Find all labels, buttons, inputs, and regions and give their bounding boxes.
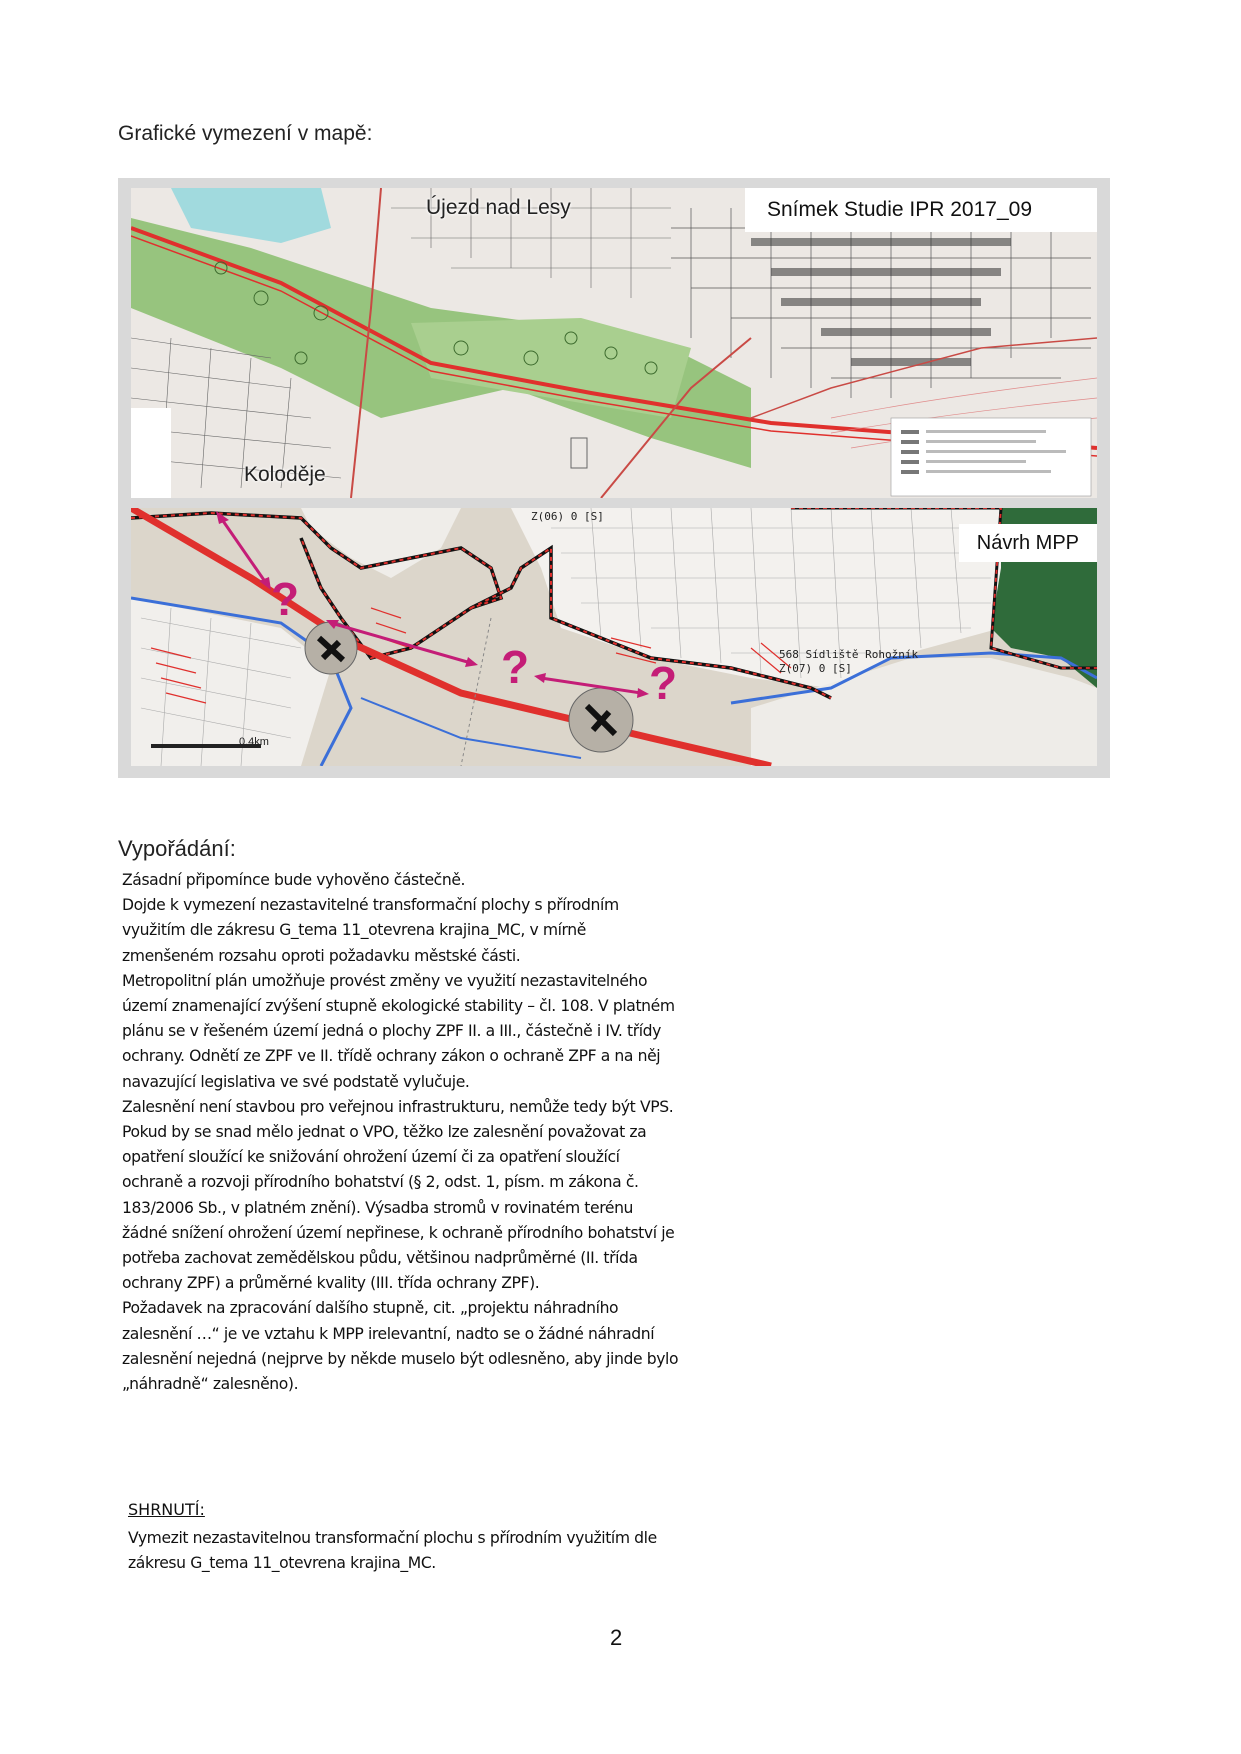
question-mark-3: ? bbox=[649, 657, 678, 709]
paragraph: Metropolitní plán umožňuje provést změny ve využití nezastavitelného území znamenající zvýšení stupně ekologické stability – čl. 108. V platném plánu se v řešeném území jedná o plochy ZPF II. a III., částečně i IV. třídy ochrany. Odnětí ze ZPF ve II. třídě ochrany zákon o ochraně ZPF a na něj navazující legislativa ve své podstatě vylučuje. bbox=[122, 971, 675, 1091]
mpp-proposal-label: Návrh MPP bbox=[959, 524, 1097, 562]
map-scale: 0.4km bbox=[239, 736, 269, 748]
place-name-kolodeje: Koloděje bbox=[244, 463, 326, 486]
paragraph: Zalesnění není stavbou pro veřejnou infrastrukturu, nemůže tedy být VPS. Pokud by se snad mělo jednat o VPO, těžko lze zalesnění považovat za opatření sloužící ke snižování ohrožení území či za opatření sloužící ochraně a rozvoji přírodního bohatství (§ 2, odst. 1, písm. m zákona č. 183/2006 Sb., v platném znění). Výsadba stromů v rovinatém terénu žádné snížení ohrožení území nepřinese, k ochraně přírodního bohatství je potřeba zachovat zemědělskou půdu, většinou nadprůměrné (II. třída ochrany ZPF) a průměrné kvality (III. třída ochrany ZPF). bbox=[122, 1097, 675, 1293]
zone-note-3: Z(07) 0 [S] bbox=[779, 662, 852, 675]
map-figure bbox=[118, 178, 1110, 778]
question-mark-1: ? bbox=[271, 573, 300, 625]
ipr-study-label: Snímek Studie IPR 2017_09 bbox=[745, 188, 1097, 232]
mpp-proposal-map bbox=[131, 508, 1097, 766]
summary-text: Vymezit nezastavitelnou transformační plochu s přírodním využitím dle zákresu G_tema 11_otevrena krajina_MC. bbox=[128, 1529, 657, 1572]
settlement-heading: Vypořádání: bbox=[118, 836, 236, 861]
ipr-study-map bbox=[131, 188, 1097, 498]
paragraph: Zásadní připomínce bude vyhověno částečně. bbox=[122, 871, 466, 889]
paragraph: Dojde k vymezení nezastavitelné transformační plochy s přírodním využitím dle zákresu G_tema 11_otevrena krajina_MC, v mírně zmenšeném rozsahu oproti požadavku městské části. bbox=[122, 896, 619, 965]
zone-note-1: Z(06) 0 [S] bbox=[531, 510, 604, 523]
ipr-study-map-drawing bbox=[131, 188, 1097, 498]
place-name-ujezd: Újezd nad Lesy bbox=[426, 196, 571, 219]
settlement-text bbox=[122, 868, 682, 1397]
page-number: 2 bbox=[610, 1625, 623, 1650]
map-heading: Grafické vymezení v mapě: bbox=[118, 122, 373, 145]
question-mark-2: ? bbox=[501, 641, 530, 693]
summary-heading: SHRNUTÍ: bbox=[128, 1500, 205, 1519]
mpp-proposal-map-drawing bbox=[131, 508, 1097, 766]
paragraph: Požadavek na zpracování dalšího stupně, cit. „projektu náhradního zalesnění …“ je ve vztahu k MPP irelevantní, nadto se o žádné náhradní zalesnění nejedná (nejprve by někde muselo být odlesněno, aby jinde bylo „náhradně“ zalesněno). bbox=[122, 1299, 679, 1394]
zone-note-2: 568 Sídliště Rohožník bbox=[779, 648, 919, 661]
